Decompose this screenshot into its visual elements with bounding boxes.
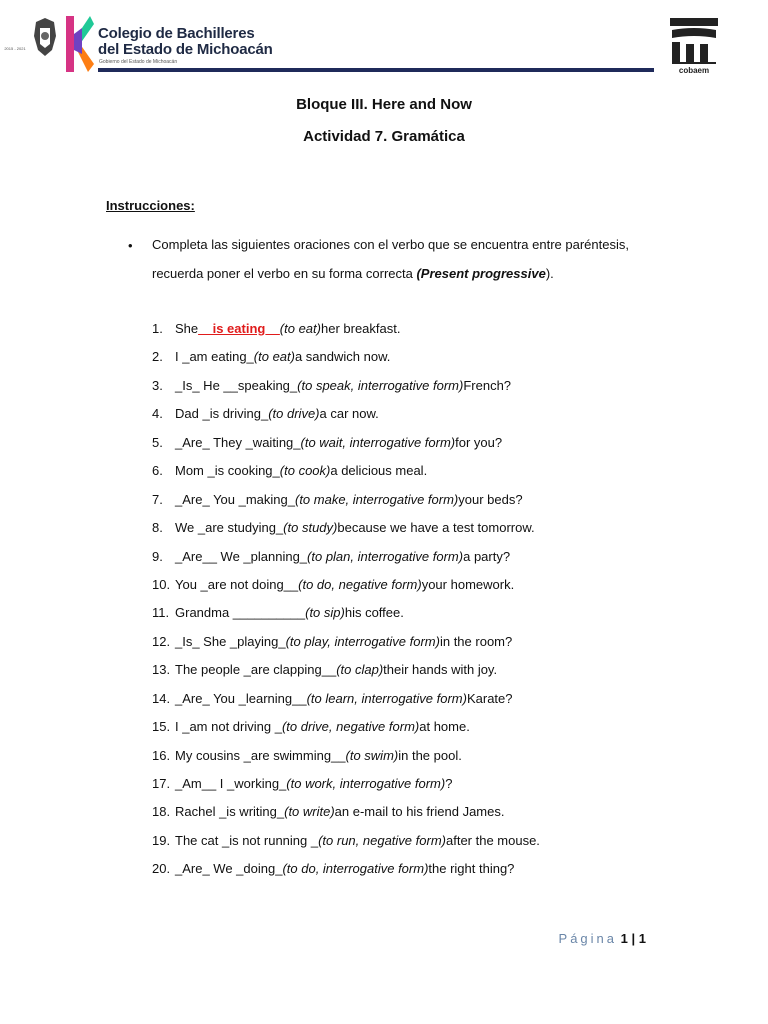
- exercise-item: [152, 634, 540, 662]
- item-number: 8.: [152, 520, 163, 536]
- item-number: 7.: [152, 491, 163, 507]
- item-hint: (to cook): [279, 463, 331, 479]
- item-post: a sandwich now.: [294, 349, 391, 365]
- exercise-item: [152, 748, 540, 776]
- item-hint: (to learn, interrogative form): [306, 690, 467, 706]
- item-number: 2.: [152, 349, 163, 365]
- item-text: Dad _is driving_: [175, 406, 269, 422]
- item-hint: (to do, interrogative form): [282, 861, 429, 877]
- exercise-item: [152, 719, 540, 747]
- document-title: Bloque III. Here and Now: [296, 96, 472, 113]
- item-text: _Is_ He __speaking_: [175, 377, 298, 393]
- state-seal-logo: [30, 16, 60, 72]
- item-post: in the pool.: [398, 747, 462, 763]
- item-number: 11.: [152, 605, 170, 621]
- item-post: Karate?: [466, 690, 513, 706]
- instructions-line2-post: ).: [545, 266, 554, 281]
- document-header: [0, 0, 768, 80]
- colorful-k-logo: [64, 14, 94, 74]
- item-text: I _am eating_: [175, 349, 254, 365]
- item-text: _Are_ We _doing_: [175, 861, 283, 877]
- item-post: the right thing?: [428, 861, 515, 877]
- org-name-line1: Colegio de Bachilleres: [98, 25, 255, 42]
- item-post: an e-mail to his friend James.: [334, 804, 505, 820]
- item-post: his coffee.: [344, 605, 404, 621]
- item-hint: (to wait, interrogative form): [300, 434, 456, 450]
- item-text: _Am__ I _working_: [175, 776, 287, 791]
- item-answer: __is eating__: [198, 321, 280, 336]
- bullet-point: •: [128, 238, 133, 253]
- cobaem-logo: [668, 16, 720, 74]
- item-text: _Are_ You _making_: [175, 491, 295, 507]
- item-post: their hands with joy.: [383, 662, 498, 678]
- item-number: 3.: [152, 377, 163, 393]
- instructions-line2-pre: recuerda poner el verbo en su forma correcta: [152, 266, 417, 281]
- item-post: for you?: [455, 434, 503, 450]
- item-hint: (to write): [284, 804, 335, 820]
- exercise-list: [152, 321, 540, 890]
- item-hint: (to run, negative form): [318, 832, 446, 848]
- item-hint: (to eat): [279, 321, 321, 336]
- org-name-line2: del Estado de Michoacán: [98, 41, 273, 58]
- item-text: You _are not doing__: [175, 576, 299, 592]
- item-number: 15.: [152, 719, 171, 735]
- exercise-item: [152, 833, 540, 861]
- item-number: 17.: [152, 776, 171, 791]
- item-number: 14.: [152, 690, 171, 706]
- item-post: ?: [445, 776, 453, 791]
- exercise-item: [152, 605, 540, 633]
- exercise-item: [152, 435, 540, 463]
- item-hint: (to eat): [253, 349, 295, 365]
- item-hint: (to study): [283, 520, 338, 536]
- exercise-item: [152, 406, 540, 434]
- header-rule: [98, 68, 654, 72]
- item-text: _Is_ She _playing_: [175, 633, 286, 649]
- item-number: 16.: [152, 747, 171, 763]
- exercise-item: [152, 321, 540, 349]
- exercise-item: [152, 691, 540, 719]
- item-post: because we have a test tomorrow.: [337, 520, 535, 536]
- item-text: The people _are clapping__: [175, 662, 337, 678]
- exercise-item: [152, 776, 540, 804]
- instructions-heading: Instrucciones:: [106, 198, 195, 213]
- instructions-text-line1: Completa las siguientes oraciones con el verbo que se encuentra entre paréntesis,: [152, 237, 629, 252]
- exercise-item: [152, 861, 540, 889]
- exercise-item: [152, 549, 540, 577]
- seal-year-text: 2015 - 2021: [4, 46, 26, 51]
- item-number: 10.: [152, 576, 171, 592]
- item-number: 19.: [152, 832, 171, 848]
- exercise-item: [152, 662, 540, 690]
- instructions-text-line2: [152, 266, 554, 281]
- page-total: 1: [638, 931, 646, 946]
- exercise-item: [152, 463, 540, 491]
- item-hint: (to swim): [345, 747, 399, 763]
- page-footer: [559, 931, 646, 946]
- item-hint: (to drive, negative form): [281, 719, 420, 735]
- item-post: French?: [463, 377, 512, 393]
- item-text: _Are_ They _waiting_: [175, 434, 301, 450]
- page-current: 1: [620, 931, 628, 946]
- item-hint: (to sip): [305, 605, 345, 621]
- item-hint: (to make, interrogative form): [294, 491, 459, 507]
- item-number: 1.: [152, 321, 163, 336]
- item-post: a party?: [463, 548, 511, 564]
- item-number: 6.: [152, 463, 163, 479]
- item-text: The cat _is not running _: [175, 832, 319, 848]
- item-hint: (to plan, interrogative form): [307, 548, 464, 564]
- item-post: your beds?: [458, 491, 523, 507]
- item-text: I _am not driving _: [175, 719, 282, 735]
- item-text: Mom _is cooking_: [175, 463, 280, 479]
- exercise-item: [152, 378, 540, 406]
- item-number: 13.: [152, 662, 171, 678]
- exercise-item: [152, 349, 540, 377]
- item-text: _Are_ You _learning__: [175, 690, 307, 706]
- item-hint: (to clap): [336, 662, 384, 678]
- item-number: 5.: [152, 434, 163, 450]
- item-text: We _are studying_: [175, 520, 284, 536]
- item-text: She: [175, 321, 199, 336]
- item-hint: (to play, interrogative form): [285, 633, 440, 649]
- item-text: Grandma __________: [175, 605, 306, 621]
- activity-title: Actividad 7. Gramática: [303, 128, 465, 145]
- org-subtitle: Gobierno del Estado de Michoacán: [99, 59, 178, 65]
- instructions-emphasis: (Present progressive: [416, 266, 546, 281]
- cobaem-logo-text: cobaem: [678, 66, 710, 74]
- item-post: your homework.: [421, 576, 515, 592]
- item-number: 4.: [152, 406, 163, 422]
- exercise-item: [152, 492, 540, 520]
- exercise-item: [152, 520, 540, 548]
- page-separator: |: [631, 931, 636, 946]
- item-post: at home.: [419, 719, 470, 735]
- item-text: Rachel _is writing_: [175, 804, 285, 820]
- item-hint: (to speak, interrogative form): [297, 377, 464, 393]
- page-label: Página: [558, 931, 618, 946]
- item-post: her breakfast.: [320, 321, 401, 336]
- item-post: in the room?: [439, 633, 513, 649]
- exercise-item: [152, 577, 540, 605]
- item-hint: (to drive): [268, 406, 320, 422]
- item-hint: (to work, interrogative form): [286, 776, 446, 791]
- item-number: 12.: [152, 633, 171, 649]
- item-text: My cousins _are swimming__: [175, 747, 346, 763]
- item-number: 9.: [152, 548, 163, 564]
- item-number: 20.: [152, 861, 171, 877]
- item-post: after the mouse.: [445, 832, 540, 848]
- item-number: 18.: [152, 804, 171, 820]
- item-hint: (to do, negative form): [298, 576, 422, 592]
- exercise-item: [152, 804, 540, 832]
- item-post: a car now.: [319, 406, 379, 422]
- item-post: a delicious meal.: [330, 463, 428, 479]
- item-text: _Are__ We _planning_: [175, 548, 308, 564]
